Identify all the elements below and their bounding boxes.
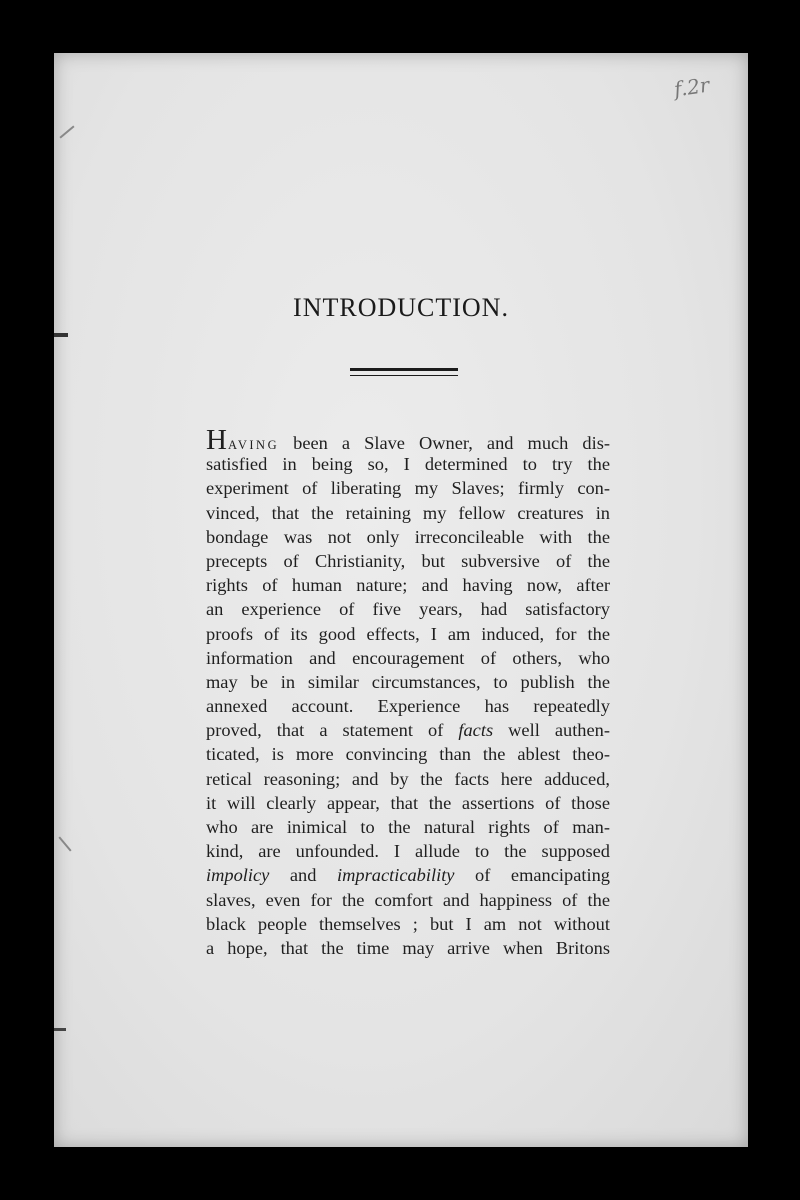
small-caps-word: AVING	[227, 438, 280, 452]
page-title: INTRODUCTION.	[293, 293, 509, 322]
line-text: vinced, that the retaining my fellow creatures in	[206, 502, 610, 523]
text-line	[206, 622, 610, 646]
heading-rule-thin	[350, 375, 458, 376]
line-text: may be in similar circumstances, to publish the	[206, 671, 610, 692]
text-line	[206, 452, 610, 476]
text-line	[206, 501, 610, 525]
text-line	[206, 888, 610, 912]
line-text: ticated, is more convincing than the ablest theo-	[206, 744, 610, 765]
text-line	[206, 742, 610, 766]
line-text: experiment of liberating my Slaves; firmly con-	[206, 478, 610, 499]
line-text: black people themselves ; but I am not without	[206, 913, 610, 934]
line-text: kind, are unfounded. I allude to the supposed	[206, 841, 610, 862]
line-text: rights of human nature; and having now, after	[206, 575, 610, 596]
line-text: proofs of its good effects, I am induced, for the	[206, 623, 610, 644]
drop-cap: H	[206, 424, 228, 456]
heading-rule	[350, 368, 458, 371]
body-paragraph	[206, 424, 610, 960]
document-page	[54, 53, 748, 1147]
text-line	[206, 424, 610, 456]
margin-mark	[58, 836, 71, 851]
line-text: bondage was not only irreconcileable with the	[206, 526, 610, 547]
line-text: annexed account. Experience has repeatedly	[206, 696, 610, 717]
margin-mark	[59, 125, 74, 138]
folio-annotation: f.2r	[672, 72, 711, 102]
line-text: precepts of Christianity, but subversive of the	[206, 550, 610, 571]
emphasis-text: impracticability	[337, 865, 455, 886]
line-text: slaves, even for the comfort and happiness of the	[206, 889, 610, 910]
text-line	[206, 597, 610, 621]
line-text: retical reasoning; and by the facts here adduced,	[206, 768, 610, 789]
line-text: well authen-	[493, 720, 610, 741]
text-line	[206, 476, 610, 500]
text-line	[206, 694, 610, 718]
line-text: a hope, that the time may arrive when Britons	[206, 937, 610, 958]
margin-mark	[54, 1028, 66, 1031]
text-line	[206, 936, 610, 960]
line-text: proved, that a statement of	[206, 720, 459, 741]
emphasis-text: impolicy	[206, 865, 270, 886]
text-line	[206, 525, 610, 549]
line-text: an experience of five years, had satisfactory	[206, 599, 610, 620]
emphasis-text: facts	[458, 720, 494, 741]
text-line	[206, 573, 610, 597]
line-text: information and encouragement of others, who	[206, 647, 610, 668]
text-line	[206, 767, 610, 791]
text-line	[206, 646, 610, 670]
text-line	[206, 839, 610, 863]
text-line	[206, 549, 610, 573]
margin-mark	[54, 333, 68, 337]
text-line	[206, 815, 610, 839]
text-line	[206, 718, 610, 742]
line-text: who are inimical to the natural rights of man-	[206, 817, 610, 837]
text-line	[206, 863, 610, 887]
text-line	[206, 791, 610, 815]
line-text: satisfied in being so, I determined to try the	[206, 454, 610, 475]
line-text: it will clearly appear, that the assertions of those	[206, 792, 610, 813]
text-line	[206, 912, 610, 936]
text-line	[206, 670, 610, 694]
line-text: of emancipating	[454, 865, 610, 886]
line-text: and	[269, 865, 337, 886]
line-text: been a Slave Owner, and much dis-	[279, 433, 610, 453]
